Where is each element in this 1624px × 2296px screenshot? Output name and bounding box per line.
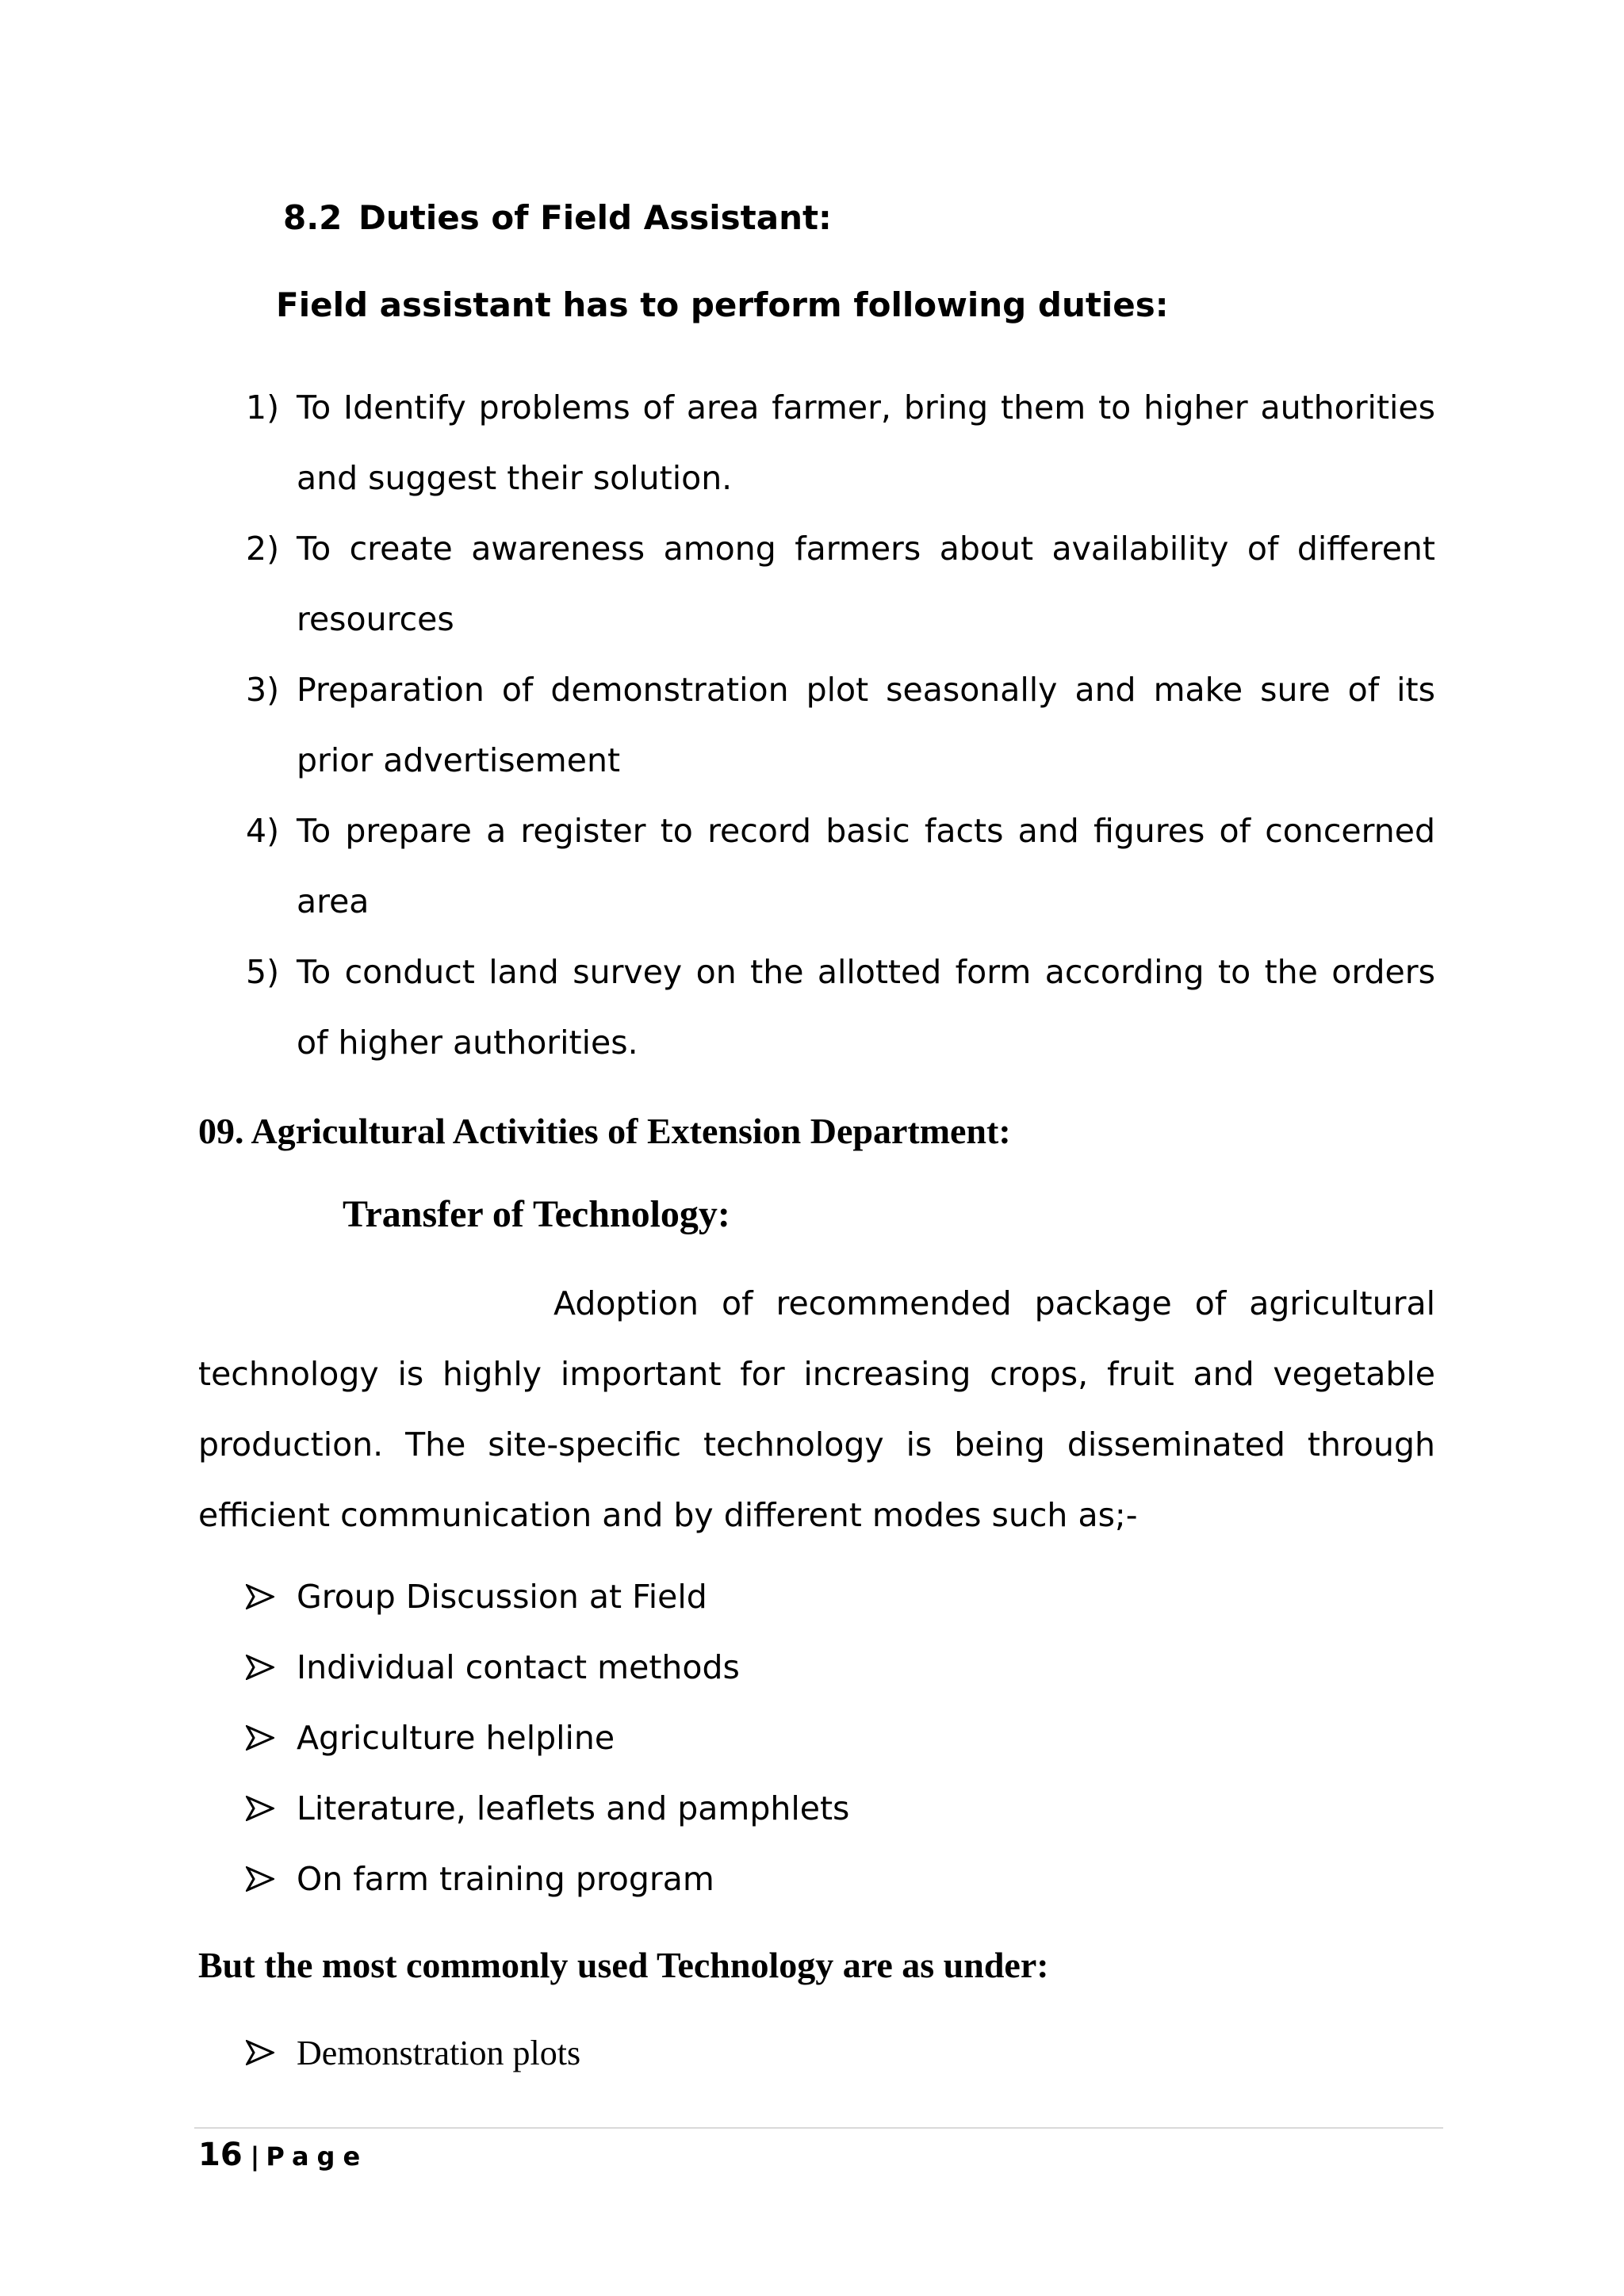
section-number: 8.2 — [283, 198, 343, 237]
section-title: Duties of Field Assistant: — [358, 198, 832, 237]
list-item — [246, 1632, 849, 1703]
arrowhead-bullet-icon — [246, 1866, 274, 1892]
list-text: On farm training program — [297, 1860, 714, 1898]
list-item — [246, 655, 1435, 796]
footer-divider — [194, 2127, 1443, 2129]
list-text: To prepare a register to record basic facts and figures of concerned area — [297, 812, 1435, 920]
arrowhead-bullet-icon — [246, 1584, 274, 1609]
page-number: 16 — [198, 2137, 243, 2173]
common-technology-heading: But the most commonly used Technology are as under: — [198, 1945, 1049, 1985]
list-number: 3) — [246, 671, 280, 709]
list-item — [246, 796, 1435, 937]
list-number: 4) — [246, 812, 280, 850]
arrowhead-bullet-icon — [246, 1655, 274, 1680]
list-item — [246, 1774, 849, 1844]
duties-list — [246, 373, 1435, 1078]
page-footer — [198, 2137, 368, 2173]
footer-separator: | — [250, 2141, 260, 2172]
list-text: Literature, leaflets and pamphlets — [297, 1789, 850, 1827]
list-number: 2) — [246, 530, 280, 568]
page-label: Page — [266, 2141, 369, 2172]
list-text: Demonstration plots — [297, 2034, 581, 2072]
list-number: 5) — [246, 953, 280, 991]
duties-intro: Field assistant has to perform following duties: — [276, 285, 1169, 324]
arrowhead-bullet-icon — [246, 1725, 274, 1751]
transfer-of-technology-heading: Transfer of Technology: — [343, 1193, 730, 1235]
list-item — [246, 1562, 849, 1632]
list-item — [246, 1703, 849, 1774]
section-09-heading: 09. Agricultural Activities of Extension Department: — [198, 1111, 1011, 1151]
list-item — [246, 373, 1435, 514]
modes-list — [246, 1562, 849, 1915]
list-text: Agriculture helpline — [297, 1719, 615, 1757]
common-technology-list — [246, 2018, 580, 2088]
list-text: Preparation of demonstration plot seasonally and make sure of its prior advertisement — [297, 671, 1435, 779]
list-text: To conduct land survey on the allotted form according to the orders of higher authorities. — [297, 953, 1435, 1062]
arrowhead-bullet-icon — [246, 1796, 274, 1821]
list-number: 1) — [246, 388, 280, 427]
list-item — [246, 1844, 849, 1915]
list-text: To create awareness among farmers about availability of different resources — [297, 530, 1435, 638]
adoption-paragraph: Adoption of recommended package of agricultural technology is highly important for increasing crops, fruit and vegetable production. The site-specific technology is being disseminated through efficient communication and by different modes such as;- — [198, 1284, 1435, 1534]
list-text: To Identify problems of area farmer, bring them to higher authorities and suggest their solution. — [297, 388, 1435, 497]
list-item — [246, 514, 1435, 655]
list-text: Group Discussion at Field — [297, 1578, 707, 1616]
list-item — [246, 2018, 580, 2088]
section-8-2-heading — [283, 198, 832, 237]
list-item — [246, 937, 1435, 1078]
arrowhead-bullet-icon — [246, 2040, 274, 2065]
list-text: Individual contact methods — [297, 1648, 740, 1686]
